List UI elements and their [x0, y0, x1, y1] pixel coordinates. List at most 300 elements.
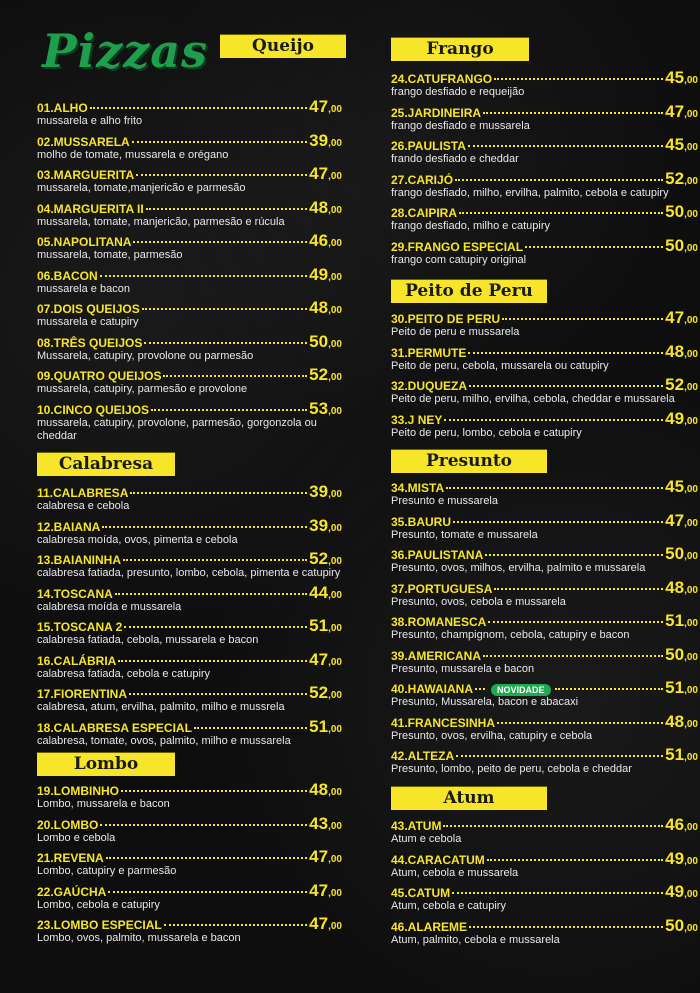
price-main: 50: [665, 915, 685, 935]
menu-item-name: 30.PEITO DE PERU: [391, 312, 501, 326]
price-main: 52: [665, 375, 685, 394]
menu-item: [37, 131, 342, 162]
menu-item-row: [391, 409, 698, 427]
menu-item-name: 35.BAURU: [391, 514, 452, 529]
menu-item-row: [37, 482, 342, 500]
dotted-leader: [525, 246, 663, 248]
menu-item-name: 03.MARGUERITA: [37, 168, 135, 182]
price-main: 39: [309, 515, 329, 535]
menu-item-price: [309, 231, 342, 251]
menu-item-row: [37, 298, 342, 316]
menu-item-row: [37, 399, 342, 417]
menu-item: [391, 712, 698, 743]
dotted-leader: [469, 385, 663, 387]
price-main: 45: [665, 135, 685, 154]
menu-item-description: mussarela, catupiry, parmesão e provolone: [37, 383, 248, 395]
menu-item-price: [309, 482, 342, 502]
menu-item: [391, 68, 698, 99]
price-cents: ,00: [684, 517, 698, 529]
menu-item-name: 37.PORTUGUESA: [391, 581, 493, 596]
dotted-leader: [468, 145, 663, 147]
menu-item-name: 16.CALÁBRIA: [37, 653, 117, 668]
menu-item-row: [37, 650, 342, 668]
menu-item-description: mussarela, tomate,manjericão e parmesão: [37, 182, 246, 194]
price-main: 51: [665, 745, 685, 764]
menu-item: [37, 549, 342, 580]
price-main: 47: [309, 164, 329, 183]
menu-item-name: 32.DUQUEZA: [391, 379, 468, 393]
dotted-leader: [452, 892, 663, 894]
menu-item: [391, 202, 698, 233]
menu-item-description: mussarela e bacon: [37, 282, 130, 295]
dotted-leader: [146, 208, 307, 210]
menu-item-description: Atum, cebola e catupiry: [391, 900, 506, 912]
section-banner-atum: Atum: [391, 786, 547, 810]
price-cents: ,00: [684, 889, 698, 900]
menu-item-description: Peito de peru, milho, ervilha, cebola, cheddar e mussarela: [391, 393, 675, 405]
menu-item-price: [309, 847, 342, 867]
menu-item-price: [309, 97, 342, 117]
price-main: 50: [665, 235, 685, 255]
price-main: 46: [309, 231, 329, 250]
menu-item: [37, 847, 342, 878]
menu-item: [37, 482, 342, 513]
menu-item-row: [37, 164, 342, 182]
menu-item-description: Atum, cebola e mussarela: [391, 866, 519, 879]
dotted-leader: [90, 107, 307, 109]
menu-item-description: mussarela, tomate, manjericão, parmesão e rúcula: [37, 215, 285, 228]
menu-item: [391, 102, 698, 133]
menu-item-name: 45.CATUM: [391, 886, 451, 900]
price-cents: ,00: [328, 238, 342, 249]
menu-item-name: 22.GAÚCHA: [37, 884, 107, 899]
menu-item-description: calabresa, atum, ervilha, palmito, milho e mussrela: [37, 701, 285, 713]
price-main: 51: [665, 611, 685, 630]
menu-item-row: [391, 745, 698, 763]
menu-item: [37, 583, 342, 614]
price-cents: ,00: [684, 484, 698, 495]
menu-item: [37, 881, 342, 912]
menu-item-price: [309, 683, 342, 703]
price-main: 47: [665, 101, 685, 121]
price-cents: ,00: [684, 75, 698, 86]
dotted-leader: [115, 593, 307, 595]
dotted-leader: [106, 857, 307, 859]
menu-item-name: 09.QUATRO QUEIJOS: [37, 369, 162, 383]
price-cents: ,00: [328, 372, 342, 383]
menu-item-row: [37, 131, 342, 149]
dotted-leader: [502, 318, 663, 320]
menu-item-name: 07.DOIS QUEIJOS: [37, 302, 140, 316]
menu-item-row: [37, 198, 342, 216]
price-cents: ,00: [684, 551, 698, 562]
menu-item-price: [665, 135, 698, 155]
menu-item-name: 23.LOMBO ESPECIAL: [37, 918, 162, 932]
menu-item-price: [665, 477, 698, 497]
price-cents: ,00: [328, 656, 342, 668]
dotted-leader: [132, 141, 307, 143]
price-main: 48: [665, 577, 685, 597]
price-cents: ,00: [328, 338, 342, 350]
price-cents: ,00: [328, 489, 342, 500]
menu-item-row: [37, 365, 342, 383]
menu-item-price: [665, 236, 698, 256]
menu-item-price: [309, 814, 342, 834]
menu-item-description: Peito de peru e mussarela: [391, 326, 520, 338]
price-cents: ,00: [684, 855, 698, 867]
menu-item-name: 43.ATUM: [391, 819, 442, 833]
menu-item-name: 10.CINCO QUEIJOS: [37, 402, 150, 417]
menu-item: [37, 365, 342, 396]
section-banner-peru: Peito de Peru: [391, 279, 547, 303]
price-cents: ,00: [328, 589, 342, 601]
price-main: 47: [665, 510, 685, 530]
price-cents: ,00: [328, 623, 342, 634]
dotted-leader: [459, 212, 663, 214]
menu-item-price: [665, 815, 698, 835]
menu-item: [37, 616, 342, 647]
price-main: 52: [309, 683, 329, 702]
dotted-leader: [108, 891, 307, 893]
menu-item-price: [309, 914, 342, 934]
menu-item-name: 41.FRANCESINHA: [391, 715, 496, 730]
brand-title: Pizzas: [42, 24, 209, 78]
menu-item-row: [391, 815, 698, 833]
menu-item-description: Peito de peru, lombo, cebola e catupiry: [391, 426, 582, 439]
price-main: 50: [665, 544, 685, 563]
price-main: 49: [665, 848, 685, 868]
price-cents: ,00: [684, 651, 698, 663]
menu-item-price: [665, 202, 698, 222]
dotted-leader: [123, 559, 307, 561]
price-cents: ,00: [328, 921, 342, 932]
menu-item-description: calabresa, tomate, ovos, palmito, milho e mussarela: [37, 734, 291, 747]
menu-item-price: [665, 409, 698, 429]
dotted-leader: [102, 526, 307, 528]
menu-item-description: frango desfiado e requeijão: [391, 86, 525, 98]
menu-item: [391, 882, 698, 913]
menu-item-price: [665, 745, 698, 765]
dotted-leader: [124, 626, 307, 628]
price-cents: ,00: [684, 618, 698, 629]
price-cents: ,00: [328, 854, 342, 865]
menu-item-price: [665, 308, 698, 328]
menu-item-description: Presunto, ovos, milhos, ervilha, palmito e mussarela: [391, 562, 646, 574]
menu-item-description: Presunto, lombo, peito de peru, cebola e cheddar: [391, 763, 632, 775]
menu-item: [391, 916, 698, 947]
price-main: 47: [665, 308, 685, 327]
menu-item: [37, 332, 342, 363]
menu-item-price: [665, 68, 698, 88]
menu-item-row: [391, 882, 698, 900]
dotted-leader: [133, 241, 307, 243]
dotted-leader: [194, 727, 307, 729]
price-cents: ,00: [328, 271, 342, 283]
menu-item: [391, 169, 698, 200]
dotted-leader: [151, 409, 307, 411]
new-badge: NOVIDADE: [491, 684, 551, 696]
menu-item-description: calabresa fatiada, cebola e catupiry: [37, 667, 211, 680]
menu-item-price: [665, 169, 698, 189]
menu-item-price: [309, 298, 342, 318]
menu-item-row: [391, 645, 698, 663]
price-cents: ,00: [328, 887, 342, 899]
menu-item-row: [391, 308, 698, 326]
menu-item-price: [309, 583, 342, 603]
menu-item-description: Presunto e mussarela: [391, 495, 498, 507]
menu-item-row: [37, 717, 342, 735]
menu-item-price: [665, 645, 698, 665]
dotted-leader: [446, 487, 663, 489]
price-main: 52: [309, 365, 329, 384]
menu-item-name: 42.ALTEZA: [391, 749, 455, 763]
menu-item-name: 28.CAIPIRA: [391, 206, 458, 220]
menu-item-price: [309, 164, 342, 184]
section-banner-frango: Frango: [391, 37, 529, 61]
price-main: 51: [665, 678, 685, 697]
menu-item-price: [309, 780, 342, 800]
menu-item-description: Mussarela, catupiry, provolone ou parmesão: [37, 349, 254, 362]
price-cents: ,00: [684, 718, 698, 730]
menu-item-description: Presunto, ovos, ervilha, catupiry e cebola: [391, 729, 593, 742]
price-main: 49: [665, 408, 685, 428]
menu-item-description: Peito de peru, cebola, mussarela ou catupiry: [391, 359, 609, 372]
price-cents: ,00: [684, 175, 698, 187]
price-main: 47: [309, 847, 329, 866]
menu-item-row: [391, 712, 698, 730]
menu-item: [37, 97, 342, 128]
price-main: 50: [665, 202, 685, 221]
menu-item-name: 04.MARGUERITA II: [37, 201, 144, 216]
menu-item-row: [37, 583, 342, 601]
price-main: 53: [309, 398, 329, 418]
menu-item-price: [665, 882, 698, 902]
menu-item: [37, 780, 342, 811]
dotted-leader: [494, 78, 663, 80]
menu-item-price: [309, 549, 342, 569]
menu-item-name: 29.FRANGO ESPECIAL: [391, 239, 524, 254]
price-cents: ,00: [684, 382, 698, 393]
dotted-leader: [487, 859, 663, 861]
price-cents: ,00: [684, 348, 698, 360]
menu-item-row: [37, 914, 342, 932]
menu-item-description: mussarela e alho frito: [37, 115, 143, 127]
menu-item-price: [309, 516, 342, 536]
dotted-leader: [100, 275, 307, 277]
dotted-leader: [468, 352, 663, 354]
price-main: 52: [309, 549, 329, 568]
menu-item-row: [391, 578, 698, 596]
menu-item-name: 31.PERMUTE: [391, 345, 467, 360]
menu-item-price: [309, 198, 342, 218]
price-main: 47: [309, 914, 329, 933]
price-main: 50: [309, 331, 329, 351]
price-cents: ,00: [684, 209, 698, 220]
dotted-leader: [164, 924, 307, 926]
menu-item-row: [391, 202, 698, 220]
menu-item: [391, 745, 698, 776]
price-cents: ,00: [328, 171, 342, 182]
menu-item: [391, 236, 698, 267]
menu-item-row: [391, 544, 698, 562]
dotted-leader: [443, 825, 663, 827]
menu-item-name: 11.CALABRESA: [37, 486, 129, 500]
menu-item-name: 15.TOSCANA 2: [37, 620, 123, 634]
menu-item-row: [391, 849, 698, 867]
menu-item-name: 02.MUSSARELA: [37, 134, 130, 149]
dotted-leader: [475, 688, 485, 690]
price-cents: ,00: [328, 522, 342, 534]
dotted-leader: [136, 174, 307, 176]
menu-item-row: [391, 68, 698, 86]
menu-item-description: molho de tomate, mussarela e orégano: [37, 148, 229, 161]
menu-item-description: frango com catupiry original: [391, 253, 527, 266]
menu-item-name: 25.JARDINEIRA: [391, 105, 482, 120]
price-cents: ,00: [684, 142, 698, 153]
menu-item-price: [309, 399, 342, 419]
menu-item-description: mussarela e catupiry: [37, 316, 139, 328]
menu-item-description: Lombo, cebola e catupiry: [37, 898, 160, 911]
dotted-leader: [118, 660, 307, 662]
price-cents: ,00: [684, 822, 698, 833]
dotted-leader: [483, 112, 663, 114]
dotted-leader: [485, 554, 663, 556]
menu-item: [37, 399, 342, 443]
menu-item-description: frango desfiado, milho e catupiry: [391, 220, 550, 232]
price-main: 47: [309, 880, 329, 900]
menu-item-price: [309, 616, 342, 636]
section-banner-queijo: Queijo: [220, 34, 346, 58]
dotted-leader: [129, 693, 307, 695]
menu-item-row: [391, 511, 698, 529]
menu-item-row: [391, 611, 698, 629]
dotted-leader: [469, 926, 663, 928]
menu-item: [37, 650, 342, 681]
section-banner-presunto: Presunto: [391, 449, 547, 473]
price-main: 43: [309, 813, 329, 833]
menu-item-name: 08.TRÊS QUEIJOS: [37, 335, 143, 350]
menu-item: [391, 544, 698, 575]
menu-item-name: 46.ALAREME: [391, 919, 468, 934]
menu-item-name: 14.TOSCANA: [37, 586, 113, 601]
menu-item-name: 19.LOMBINHO: [37, 784, 120, 798]
menu-item-name: 36.PAULISTANA: [391, 548, 484, 562]
dotted-leader: [121, 790, 307, 792]
menu-item: [37, 683, 342, 714]
menu-item-row: [37, 231, 342, 249]
menu-item: [391, 678, 698, 709]
menu-item-description: Lombo, mussarela e bacon: [37, 798, 170, 810]
menu-item-row: [391, 135, 698, 153]
menu-item-name: 05.NAPOLITANA: [37, 235, 132, 249]
menu-item-description: Lombo, ovos, palmito, mussarela e bacon: [37, 932, 241, 944]
price-cents: ,00: [684, 415, 698, 427]
dotted-leader: [456, 755, 663, 757]
menu-item-row: [391, 169, 698, 187]
menu-item-price: [309, 717, 342, 737]
menu-item-name: 26.PAULISTA: [391, 139, 466, 153]
menu-item-price: [309, 131, 342, 151]
menu-item-description: calabresa e cebola: [37, 500, 130, 512]
menu-item: [391, 477, 698, 508]
menu-item-description: frando desfiado e cheddar: [391, 153, 519, 165]
menu-item-name: 20.LOMBO: [37, 817, 99, 832]
dotted-leader: [488, 621, 663, 623]
menu-item-name: 38.ROMANESCA: [391, 615, 487, 629]
menu-item-row: [37, 847, 342, 865]
menu-item: [391, 375, 698, 406]
menu-item-description: calabresa fatiada, cebola, mussarela e bacon: [37, 634, 259, 646]
price-cents: ,00: [328, 204, 342, 216]
menu-item-row: [37, 332, 342, 350]
dotted-leader: [494, 588, 663, 590]
menu-item: [391, 578, 698, 609]
menu-item: [37, 717, 342, 748]
price-main: 48: [309, 298, 329, 317]
menu-item-description: Atum e cebola: [391, 833, 462, 845]
menu-item: [37, 914, 342, 945]
menu-item-price: [309, 265, 342, 285]
menu-item-price: [665, 849, 698, 869]
menu-item-price: [665, 375, 698, 395]
menu-item-row: [37, 265, 342, 283]
menu-item-row: [391, 102, 698, 120]
price-cents: ,00: [328, 723, 342, 735]
menu-item: [391, 611, 698, 642]
menu-item-description: calabresa fatiada, presunto, lombo, cebola, pimenta e catupiry: [37, 567, 341, 579]
menu-item: [37, 265, 342, 296]
price-cents: ,00: [328, 104, 342, 115]
menu-item-price: [665, 342, 698, 362]
menu-item-row: [391, 477, 698, 495]
menu-item-description: Atum, palmito, cebola e mussarela: [391, 933, 560, 946]
dotted-leader: [100, 824, 307, 826]
dotted-leader: [163, 375, 307, 377]
price-cents: ,00: [684, 685, 698, 696]
price-main: 50: [665, 644, 685, 664]
price-main: 52: [665, 168, 685, 188]
menu-item: [37, 516, 342, 547]
section-banner-lombo: Lombo: [37, 752, 175, 776]
price-main: 47: [309, 97, 329, 116]
price-cents: ,00: [684, 584, 698, 596]
price-main: 48: [665, 341, 685, 361]
price-main: 39: [309, 130, 329, 150]
price-main: 45: [665, 477, 685, 496]
menu-item-price: [309, 332, 342, 352]
menu-item-price: [665, 578, 698, 598]
menu-item-description: calabresa moída, ovos, pimenta e cebola: [37, 533, 238, 546]
menu-item-row: [37, 516, 342, 534]
dotted-leader: [455, 179, 663, 181]
menu-item-price: [665, 712, 698, 732]
dotted-leader: [142, 308, 307, 310]
price-main: 45: [665, 68, 685, 87]
dotted-leader: [555, 688, 664, 690]
menu-item-row: [37, 683, 342, 701]
menu-item-row: [391, 916, 698, 934]
menu-item: [391, 849, 698, 880]
dotted-leader: [130, 492, 307, 494]
dotted-leader: [453, 521, 663, 523]
price-main: 48: [309, 780, 329, 799]
price-cents: ,00: [684, 315, 698, 326]
menu-item-row: [37, 814, 342, 832]
menu-item: [391, 342, 698, 373]
price-main: 51: [309, 616, 329, 635]
menu-item-name: 21.REVENA: [37, 851, 104, 865]
menu-item-price: [665, 102, 698, 122]
